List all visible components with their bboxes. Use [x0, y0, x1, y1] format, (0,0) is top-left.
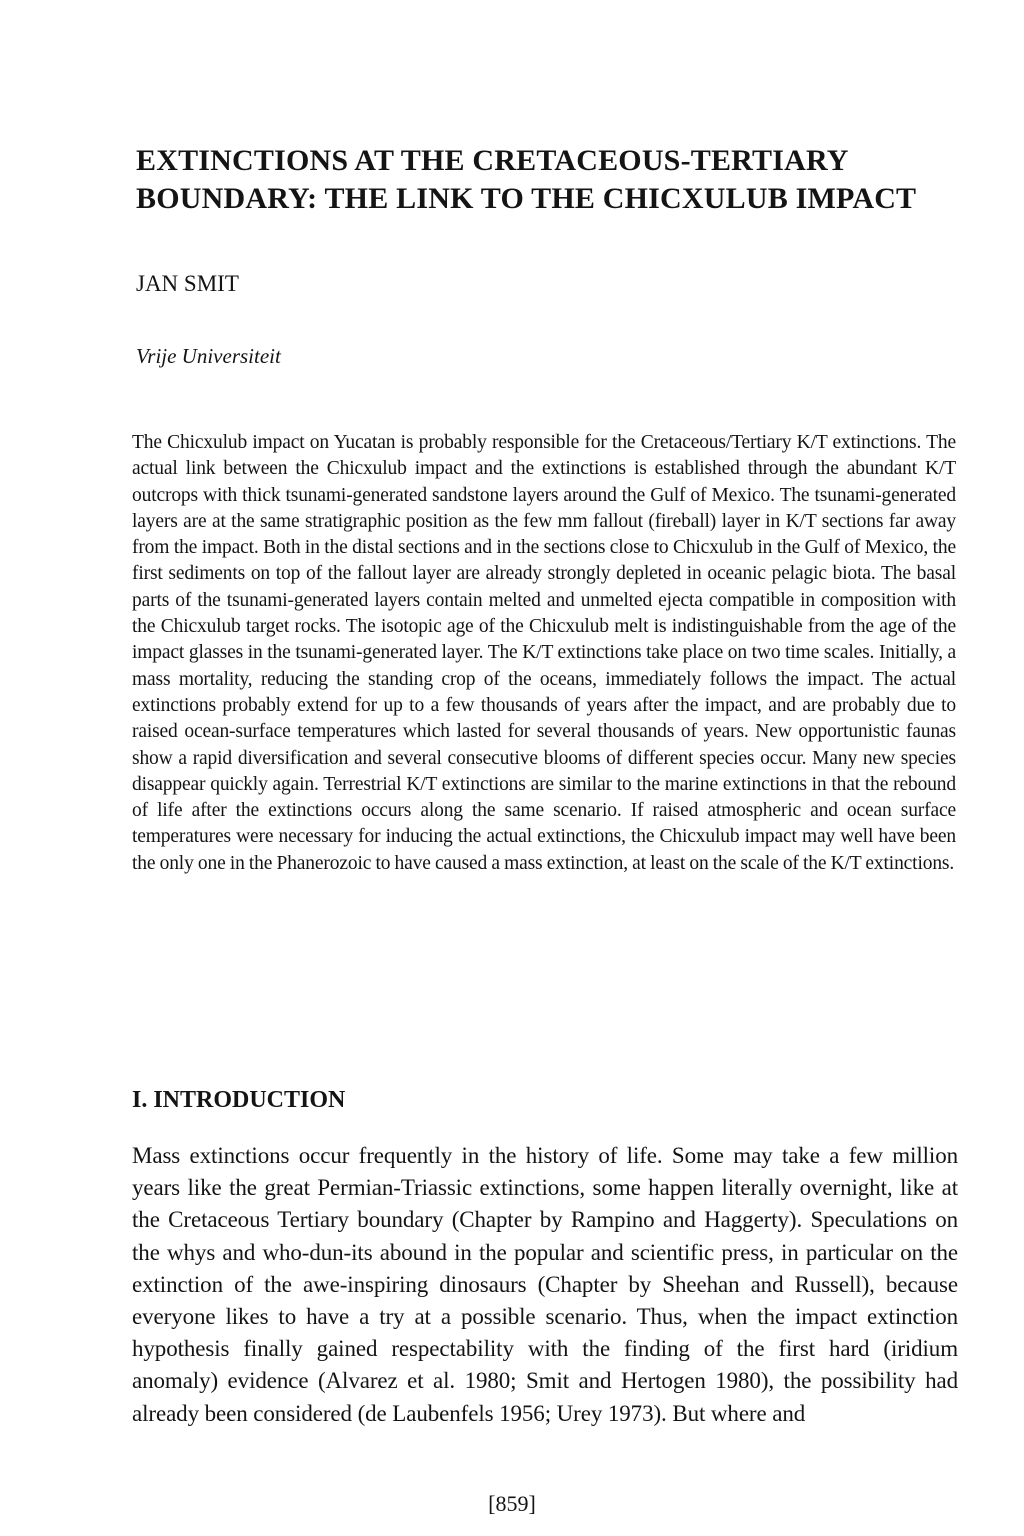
introduction-paragraph: Mass extinctions occur frequently in the history of life. Some may take a few million years like the great Permian-Triassic extinctions, some happen literally overnight, like at the Cretaceous Tertiary boundary (Chapter by Rampino and Haggerty). Speculations on the whys and who-dun-its abound in the popular and scientific press, in particular on the extinction of the awe-inspiring dinosaurs (Chapter by Sheehan and Russell), because everyone likes to have a try at a possible scenario. Thus, when the impact extinction hypothesis finally gained respectability with the finding of the first hard (iridium anomaly) evidence (Alvarez et al. 1980; Smit and Hertogen 1980), the possibility had already been considered (de Laubenfels 1956; Urey 1973). But where and — [132, 1143, 958, 1426]
paper-title — [136, 142, 936, 218]
author-affiliation: Vrije Universiteit — [136, 344, 281, 368]
section-heading-introduction: I. INTRODUCTION — [132, 1087, 346, 1113]
abstract-paragraph: The Chicxulub impact on Yucatan is probably responsible for the Cretaceous/Tertiary K/T extinctions. The actual link between the Chicxulub impact and the extinctions is established through the abundant K/T outcrops with thick tsunami-generated sandstone layers around the Gulf of Mexico. The tsunami-generated layers are at the same stratigraphic position as the few mm fallout (fireball) layer in K/T sections far away from the impact. Both in the distal sections and in the sections close to Chicxulub in the Gulf of Mexico, the first sediments on top of the fallout layer are already strongly depleted in oceanic pelagic biota. The basal parts of the tsunami-generated layers contain melted and unmelted ejecta compatible in composition with the Chicxulub target rocks. The isotopic age of the Chicxulub melt is indistinguishable from the age of the impact glasses in the tsunami-generated layer. The K/T extinctions take place on two time scales. Initially, a mass mortality, reducing the standing crop of the oceans, immediately follows the impact. The actual extinctions probably extend for up to a few thousands of years after the impact, and are probably due to raised ocean-surface temperatures which lasted for several thousands of years. New opportunistic faunas show a rapid diversification and several consecutive blooms of different species occur. Many new species disappear quickly again. Terrestrial K/T extinctions are similar to the marine extinctions in that the rebound of life after the extinctions occurs along the same scenario. If raised atmospheric and ocean surface temperatures were necessary for inducing the actual extinctions, the Chicxulub impact may well have been the only one in the Phanerozoic to have caused a mass extinction, at least on the scale of the K/T extinctions. — [132, 432, 956, 874]
title-line-2: BOUNDARY: THE LINK TO THE CHICXULUB IMPACT — [136, 182, 917, 215]
title-line-1: EXTINCTIONS AT THE CRETACEOUS-TERTIARY — [136, 144, 849, 177]
author-name: JAN SMIT — [136, 271, 239, 296]
page-number: [859] — [488, 1491, 536, 1516]
